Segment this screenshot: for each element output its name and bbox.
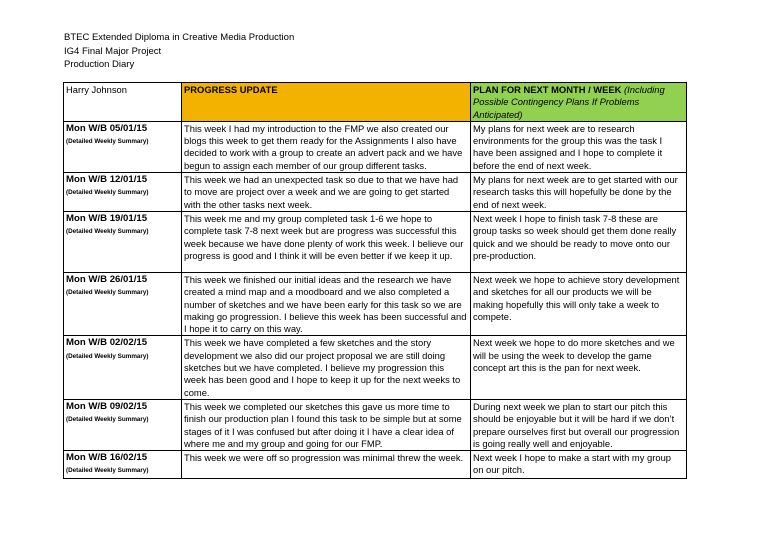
plan-cell bbox=[471, 173, 687, 212]
week-label: Mon W/B 05/01/15 bbox=[66, 122, 148, 134]
progress-cell bbox=[182, 399, 471, 450]
progress-cell bbox=[182, 272, 471, 335]
progress-cell bbox=[182, 121, 471, 172]
plan-text: Next week we hope to do more sketches and we will be using the week to develop the game concept art this is the pan for next week. bbox=[473, 337, 675, 374]
week-cell bbox=[64, 451, 182, 479]
production-diary-table bbox=[63, 82, 687, 479]
progress-text: This week we were off so progression was minimal threw the week. bbox=[184, 452, 464, 464]
document-header bbox=[64, 31, 294, 72]
week-label: Mon W/B 09/02/15 bbox=[66, 400, 148, 412]
week-sub-label: (Detailed Weekly Summary) bbox=[66, 138, 149, 146]
week-sub-label: (Detailed Weekly Summary) bbox=[66, 352, 149, 360]
plan-cell bbox=[471, 211, 687, 272]
progress-text: This week I had my introduction to the FMP we also created our blogs this week to get them ready for the Assignments I also have decided to work with a group to create an advert pack and we have begun to assign each member of our group different tasks. bbox=[184, 122, 463, 171]
week-cell bbox=[64, 336, 182, 399]
table-row bbox=[64, 121, 687, 172]
progress-text: This week we had an unexpected task so due to that we have had to move are project over a week and we are going to get started with the other tasks next week. bbox=[184, 174, 459, 210]
week-cell bbox=[64, 272, 182, 335]
plan-cell bbox=[471, 336, 687, 399]
document-title: Production Diary bbox=[64, 59, 135, 70]
plan-text: Next week I hope to make a start with my group on our pitch. bbox=[473, 452, 672, 476]
plan-text: My plans for next week are to get started with our research tasks this will hopefully be done by the end of next week. bbox=[473, 174, 678, 210]
plan-header bbox=[471, 83, 687, 122]
plan-cell bbox=[471, 272, 687, 335]
progress-cell bbox=[182, 451, 471, 479]
table-row bbox=[64, 451, 687, 479]
progress-cell bbox=[182, 211, 471, 272]
plan-header-title: PLAN FOR NEXT MONTH / WEEK bbox=[473, 84, 622, 95]
week-sub-label: (Detailed Weekly Summary) bbox=[66, 467, 149, 475]
table-row bbox=[64, 272, 687, 335]
week-label: Mon W/B 19/01/15 bbox=[66, 212, 148, 224]
week-sub-label: (Detailed Weekly Summary) bbox=[66, 228, 149, 236]
progress-text: This week we finished our initial ideas and the research we have created a mind map and a moodboard and we also completed a number of sketches and we have been early for this task so we are making go progression. I believe this week has been successful and I hope it to carry on this way. bbox=[184, 273, 467, 335]
table-header-row bbox=[64, 83, 687, 122]
progress-update-header: PROGRESS UPDATE bbox=[182, 83, 471, 122]
week-label: Mon W/B 26/01/15 bbox=[66, 273, 148, 285]
progress-text: This week we have completed a few sketches and the story development we also did our project proposal we are still doing sketches but we have completed. I believe my progression this week has been good and I hope to keep it up for the next weeks to come. bbox=[184, 337, 461, 398]
week-sub-label: (Detailed Weekly Summary) bbox=[66, 289, 149, 297]
week-label: Mon W/B 16/02/15 bbox=[66, 452, 148, 464]
progress-cell bbox=[182, 173, 471, 212]
plan-text: Next week I hope to finish task 7-8 these are group tasks so week should get them done really quick and we should be ready to move onto our pre-production. bbox=[473, 212, 677, 261]
progress-text: This week me and my group completed task 1-6 we hope to complete task 7-8 next week but are progress was successful this week because we have done plenty of work this week. I believe our progress is good and I think it will be even better if we keep it up. bbox=[184, 212, 464, 261]
plan-text: During next week we plan to start our pitch this should be enjoyable but it will be hard if we don’t prepare ourselves first but overall our progression is going really well and enjoyable. bbox=[473, 400, 680, 449]
student-name: Harry Johnson bbox=[64, 83, 182, 122]
week-sub-label: (Detailed Weekly Summary) bbox=[66, 189, 149, 197]
plan-cell bbox=[471, 121, 687, 172]
week-sub-label: (Detailed Weekly Summary) bbox=[66, 416, 149, 424]
table-row bbox=[64, 336, 687, 399]
project-title: IG4 Final Major Project bbox=[64, 45, 162, 57]
plan-text: Next week we hope to achieve story development and sketches for all our products we will be making hopefully this will only take a week to compete. bbox=[473, 273, 680, 322]
table-row bbox=[64, 173, 687, 212]
plan-header-note: (Including Possible Contingency Plans If Problems Anticipated) bbox=[473, 84, 665, 120]
week-cell bbox=[64, 399, 182, 450]
plan-cell bbox=[471, 399, 687, 450]
week-cell bbox=[64, 211, 182, 272]
week-label: Mon W/B 12/01/15 bbox=[66, 174, 148, 186]
table-row bbox=[64, 399, 687, 450]
course-title: BTEC Extended Diploma in Creative Media Production bbox=[64, 32, 295, 43]
plan-cell bbox=[471, 451, 687, 479]
week-label: Mon W/B 02/02/15 bbox=[66, 337, 148, 349]
week-cell bbox=[64, 173, 182, 212]
progress-text: This week we completed our sketches this gave us more time to finish our production plan I found this task to be simple but at some stages of it I was confused but after doing it I have a clear idea of where me and my group and going for our FMP. bbox=[184, 400, 462, 449]
plan-text: My plans for next week are to research environments for the group this was the task I have been assigned and I hope to complete it before the end of next week. bbox=[473, 122, 663, 171]
table-row bbox=[64, 211, 687, 272]
week-cell bbox=[64, 121, 182, 172]
progress-cell bbox=[182, 336, 471, 399]
